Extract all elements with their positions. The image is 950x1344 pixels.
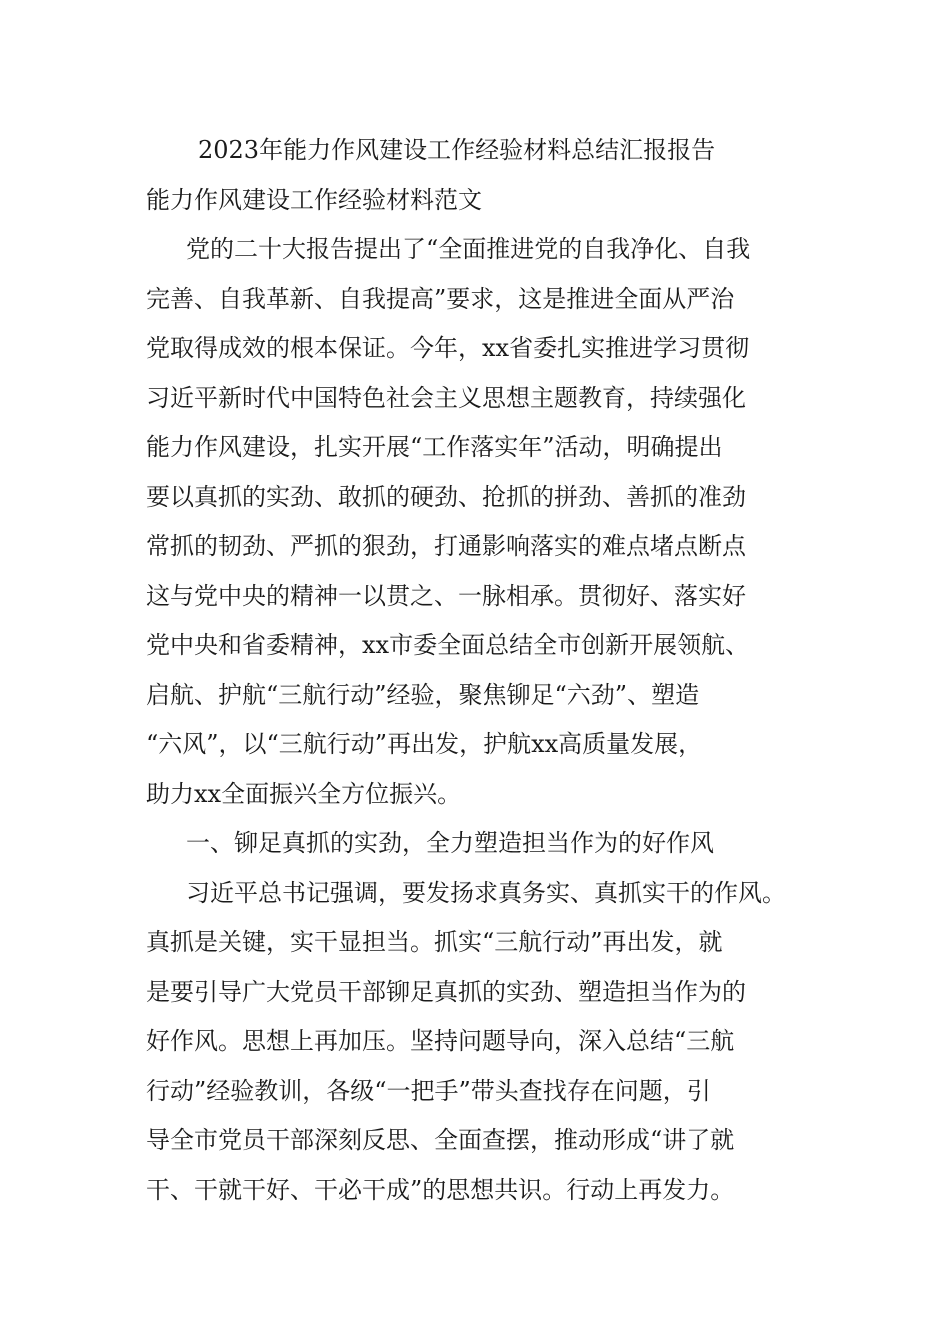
paragraph-1-line-9: 党中央和省委精神，xx市委全面总结全市创新开展领航、: [146, 631, 750, 659]
section-heading-1: 一、铆足真抓的实劲，全力塑造担当作为的好作风: [186, 829, 714, 857]
paragraph-1-line-5: 能力作风建设，扎实开展“工作落实年”活动，明确提出: [146, 433, 723, 461]
paragraph-2-line-3: 是要引导广大党员干部铆足真抓的实劲、塑造担当作为的: [146, 977, 746, 1006]
paragraph-1-line-6: 要以真抓的实劲、敢抓的硬劲、抢抓的拼劲、善抓的准劲: [146, 482, 746, 511]
paragraph-2-line-7: 干、干就干好、干必干成”的思想共识。行动上再发力。: [146, 1175, 735, 1204]
paragraph-2-line-1: 习近平总书记强调，要发扬求真务实、真抓实干的作风。: [186, 878, 786, 907]
paragraph-1-line-8: 这与党中央的精神一以贯之、一脉相承。贯彻好、落实好: [146, 581, 746, 610]
document-body: [146, 225, 846, 1215]
paragraph-1-line-4: 习近平新时代中国特色社会主义思想主题教育，持续强化: [146, 383, 746, 412]
paragraph-2-line-4: 好作风。思想上再加压。坚持问题导向，深入总结“三航: [146, 1027, 735, 1055]
paragraph-2-line-5: 行动”经验教训，各级“一把手”带头查找存在问题，引: [146, 1076, 711, 1105]
paragraph-1-line-7: 常抓的韧劲、严抓的狠劲，打通影响落实的难点堵点断点: [146, 532, 746, 560]
paragraph-1-line-3: 党取得成效的根本保证。今年，xx省委扎实推进学习贯彻: [146, 334, 750, 362]
paragraph-1-line-11: “六风”，以“三航行动”再出发，护航xx高质量发展，: [146, 730, 703, 758]
document-subtitle: 能力作风建设工作经验材料范文: [146, 186, 482, 214]
paragraph-2-line-6: 导全市党员干部深刻反思、全面查摆，推动形成“讲了就: [146, 1126, 735, 1154]
paragraph-1-line-12: 助力xx全面振兴全方位振兴。: [146, 779, 462, 808]
paragraph-1-line-1: 党的二十大报告提出了“全面推进党的自我净化、自我: [186, 235, 751, 263]
paragraph-2-line-2: 真抓是关键，实干显担当。抓实“三航行动”再出发，就: [146, 928, 723, 956]
document-title: 2023年能力作风建设工作经验材料总结汇报报告: [198, 136, 716, 164]
paragraph-1-line-2: 完善、自我革新、自我提高”要求，这是推进全面从严治: [146, 284, 735, 313]
paragraph-1-line-10: 启航、护航“三航行动”经验，聚焦铆足“六劲”、塑造: [146, 680, 700, 709]
